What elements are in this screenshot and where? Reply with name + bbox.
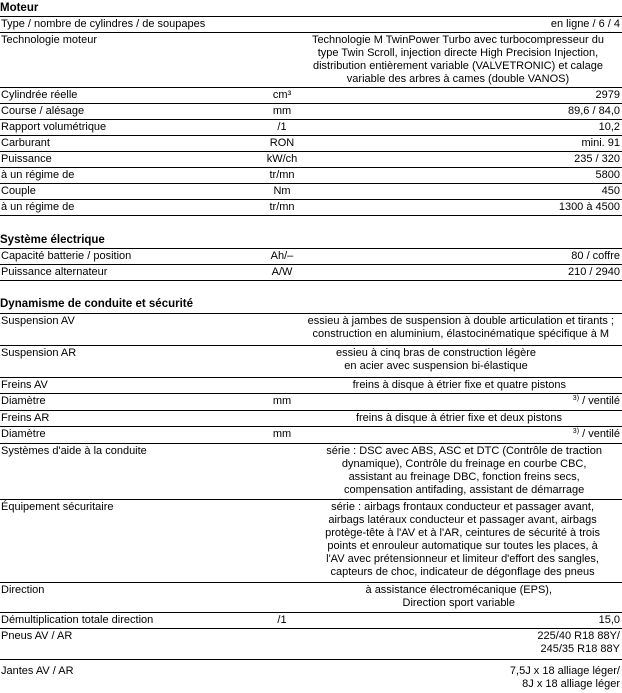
spec-label: à un régime de: [1, 169, 75, 181]
spec-label: Capacité batterie / position: [1, 250, 132, 262]
spec-value-text: / ventilé: [579, 395, 620, 407]
spec-value-line: Direction sport variable: [402, 597, 515, 609]
spec-row-freins-av: [0, 377, 622, 393]
spec-label: Équipement sécuritaire: [1, 501, 114, 513]
spec-value: en ligne / 6 / 4: [550, 18, 620, 30]
section-title-electrique: Système électrique: [0, 234, 105, 246]
spec-value: 89,6 / 84,0: [568, 105, 620, 117]
spec-value-line: essieu à jambes de suspension à double articulation et tirants ;: [307, 315, 614, 327]
spec-label: Suspension AV: [1, 315, 75, 327]
spec-row-suspension-av: [0, 313, 622, 345]
spec-row-couple: [0, 183, 622, 199]
spec-unit: kW/ch: [266, 153, 298, 165]
spec-row-type: [0, 16, 622, 32]
spec-value: 1300 à 4500: [558, 201, 620, 213]
spec-label: Rapport volumétrique: [1, 121, 107, 133]
spec-value-line: 7,5J x 18 alliage léger/: [509, 665, 620, 677]
spec-unit: cm³: [272, 89, 292, 101]
spec-value-line: Technologie M TwinPower Turbo avec turbocompresseur du: [311, 34, 604, 46]
spec-value: 5800: [595, 169, 620, 181]
spec-row-puissance: [0, 151, 622, 167]
spec-value: [537, 630, 620, 656]
spec-label: Puissance: [1, 153, 52, 165]
spec-value-line: airbags latéraux conducteur et passager avant, airbags: [328, 514, 597, 526]
spec-unit: tr/mn: [269, 169, 295, 181]
spec-value-line: construction en aluminium, élastocinématique spécifique à M: [312, 328, 610, 340]
spec-label: Cylindrée réelle: [1, 89, 78, 101]
spec-value: freins à disque à étrier fixe et quatre pistons: [352, 379, 566, 391]
spec-value-text: / ventilé: [579, 428, 620, 440]
spec-value-line: protège-tête à l'AV et à l'AR, ceintures de sécurité à trois: [325, 527, 600, 539]
spec-value-line: 225/40 R18 88Y/: [537, 630, 620, 642]
spec-value: 10,2: [598, 121, 620, 133]
spec-label: Suspension AR: [1, 347, 77, 359]
spec-value: [326, 445, 602, 497]
spec-row-equipement-securitaire: [0, 499, 622, 582]
spec-value-line: en acier avec suspension bi-élastique: [344, 360, 528, 372]
spec-value: 80 / coffre: [571, 250, 620, 262]
spec-row-regime-couple: [0, 199, 622, 216]
spec-value: 2979: [595, 89, 620, 101]
section-title-dynamisme: Dynamisme de conduite et sécurité: [0, 298, 194, 310]
spec-row-technologie: [0, 32, 622, 87]
spec-value-line: type Twin Scroll, injection directe High Precision Injection,: [317, 47, 599, 59]
spec-row-diametre-ar: [0, 426, 622, 443]
spec-value: [573, 395, 620, 408]
spec-value: 450: [601, 185, 620, 197]
spec-unit: /1: [277, 121, 287, 133]
spec-label: Systèmes d'aide à la conduite: [1, 445, 147, 457]
spec-value-line: dynamique), Contrôle du freinage en courbe CBC,: [341, 458, 587, 470]
spec-value: [336, 347, 536, 373]
spec-label: Pneus AV / AR: [1, 630, 73, 642]
spec-value-line: variable des arbres à cames (double VANOS): [346, 73, 570, 85]
spec-label: Carburant: [1, 137, 50, 149]
spec-value-line: à assistance électromécanique (EPS),: [365, 584, 552, 596]
spec-unit: Ah/–: [270, 250, 294, 262]
spec-value-line: distribution entièrement variable (VALVETRONIC) et calage: [312, 60, 603, 72]
spec-label: Freins AV: [1, 379, 48, 391]
spec-row-demultiplication: [0, 612, 622, 628]
spec-label: Puissance alternateur: [1, 266, 108, 278]
spec-value-line: capteurs de choc, indicateur de dégonflage des pneus: [330, 566, 595, 578]
spec-row-course: [0, 103, 622, 119]
spec-value: [366, 584, 552, 610]
spec-value: [325, 501, 600, 579]
spec-unit: mm: [272, 395, 292, 407]
spec-unit: RON: [269, 137, 295, 149]
spec-row-rapport: [0, 119, 622, 135]
spec-row-jantes: [0, 659, 622, 693]
spec-value-line: 8J x 18 alliage léger: [522, 678, 620, 690]
spec-unit: mm: [272, 105, 292, 117]
spec-unit: tr/mn: [269, 201, 295, 213]
spec-row-direction: [0, 582, 622, 612]
footnote-marker: 3): [572, 395, 580, 402]
spec-label: Technologie moteur: [1, 34, 98, 46]
footnote-marker: 3): [572, 428, 580, 435]
spec-label: Type / nombre de cylindres / de soupapes: [1, 18, 206, 30]
spec-value: [312, 34, 604, 86]
spec-row-aide-conduite: [0, 443, 622, 499]
spec-label: Freins AR: [1, 412, 50, 424]
spec-value: 235 / 320: [574, 153, 620, 165]
spec-row-batterie: [0, 248, 622, 264]
spec-value-line: série : DSC avec ABS, ASC et DTC (Contrôle de traction: [326, 445, 602, 457]
spec-value: freins à disque à étrier fixe et deux pistons: [355, 412, 562, 424]
spec-label: Diamètre: [1, 428, 46, 440]
spec-label: Couple: [1, 185, 36, 197]
spec-value-line: série : airbags frontaux conducteur et passager avant,: [331, 501, 595, 513]
spec-value: [510, 665, 620, 691]
spec-value-line: points et enrouleur automatique sur toutes les places, à: [327, 540, 598, 552]
spec-label: à un régime de: [1, 201, 75, 213]
spec-value-line: assistant au freinage DBC, fonction freins secs,: [348, 471, 580, 483]
spec-unit: mm: [272, 428, 292, 440]
spec-value-line: l'AV avec prétensionneur et limiteur d'effort des sangles,: [326, 553, 599, 565]
spec-value-line: essieu à cinq bras de construction légère: [336, 347, 536, 359]
spec-value: [308, 315, 614, 341]
spec-unit: /1: [277, 614, 287, 626]
section-title-moteur: Moteur: [0, 2, 39, 14]
spec-row-carburant: [0, 135, 622, 151]
spec-label: Démultiplication totale direction: [1, 614, 154, 626]
spec-value: [573, 428, 620, 441]
spec-value: mini. 91: [581, 137, 620, 149]
spec-unit: Nm: [273, 185, 291, 197]
spec-label: Jantes AV / AR: [1, 665, 74, 677]
spec-value-line: compensation antifading, assistant de démarrage: [343, 484, 585, 496]
spec-row-alternateur: [0, 264, 622, 281]
spec-row-cylindree: [0, 87, 622, 103]
spec-row-freins-ar: [0, 410, 622, 426]
spec-row-diametre-av: [0, 393, 622, 410]
spec-row-pneus: [0, 628, 622, 659]
spec-value-line: 245/35 R18 88Y: [540, 643, 620, 655]
spec-row-regime-puissance: [0, 167, 622, 183]
spec-value: 210 / 2940: [568, 266, 620, 278]
spec-label: Course / alésage: [1, 105, 85, 117]
spec-unit: A/W: [271, 266, 293, 278]
spec-label: Diamètre: [1, 395, 46, 407]
spec-label: Direction: [1, 584, 45, 596]
spec-value: 15,0: [598, 614, 620, 626]
spec-row-suspension-ar: [0, 345, 622, 377]
